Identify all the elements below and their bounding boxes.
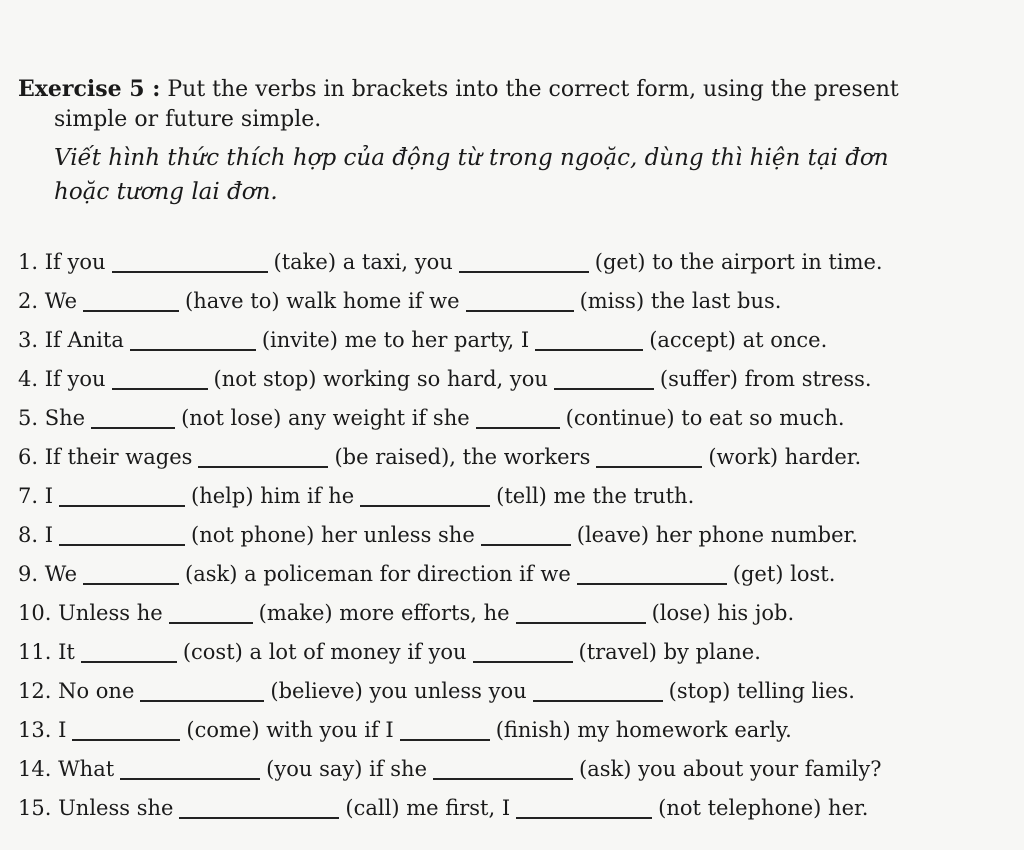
exercise-item-4	[18, 361, 872, 397]
item-number: 14.	[18, 757, 52, 781]
answer-blank-6a[interactable]	[198, 444, 328, 468]
item-part-a: I	[44, 523, 54, 547]
item-part-b: (invite) me to her party, I	[261, 328, 530, 352]
item-part-b: (not phone) her unless she	[191, 523, 475, 547]
item-part-b: (you say) if she	[266, 757, 427, 781]
item-part-c: (miss) the last bus.	[579, 289, 782, 313]
item-number: 10.	[18, 601, 52, 625]
item-number: 2.	[18, 289, 39, 313]
item-part-a: Unless she	[58, 796, 174, 820]
answer-blank-13b[interactable]	[400, 717, 490, 741]
answer-blank-7b[interactable]	[360, 483, 490, 507]
item-part-a: We	[44, 562, 78, 586]
item-part-c: (work) harder.	[708, 445, 862, 469]
exercise-item-2	[18, 283, 781, 319]
answer-blank-12a[interactable]	[140, 678, 264, 702]
exercise-item-10	[18, 595, 794, 631]
item-number: 9.	[18, 562, 39, 586]
exercise-item-11	[18, 634, 761, 670]
exercise-item-8	[18, 517, 858, 553]
answer-blank-10b[interactable]	[516, 600, 646, 624]
item-part-b: (not lose) any weight if she	[181, 406, 470, 430]
item-number: 13.	[18, 718, 52, 742]
answer-blank-8b[interactable]	[481, 522, 571, 546]
answer-blank-14a[interactable]	[120, 756, 260, 780]
item-number: 3.	[18, 328, 39, 352]
item-part-a: I	[58, 718, 67, 742]
exercise-item-5	[18, 400, 845, 436]
instruction-vietnamese	[18, 141, 1010, 209]
item-part-a: I	[44, 484, 54, 508]
exercise-header	[18, 74, 1010, 209]
item-part-a: It	[58, 640, 75, 664]
item-part-c: (suffer) from stress.	[659, 367, 872, 391]
item-number: 15.	[18, 796, 52, 820]
item-part-c: (lose) his job.	[651, 601, 795, 625]
answer-blank-9b[interactable]	[577, 561, 727, 585]
instruction-en-line2: simple or future simple.	[54, 107, 322, 132]
exercise-item-1	[18, 244, 883, 280]
exercise-item-9	[18, 556, 835, 592]
item-part-c: (accept) at once.	[649, 328, 828, 352]
item-part-a: If Anita	[44, 328, 124, 352]
answer-blank-2b[interactable]	[466, 288, 574, 312]
item-part-c: (not telephone) her.	[658, 796, 869, 820]
answer-blank-12b[interactable]	[533, 678, 663, 702]
answer-blank-5b[interactable]	[476, 405, 560, 429]
answer-blank-3a[interactable]	[130, 327, 256, 351]
item-number: 11.	[18, 640, 52, 664]
exercise-item-7	[18, 478, 694, 514]
item-number: 5.	[18, 406, 39, 430]
answer-blank-10a[interactable]	[169, 600, 253, 624]
item-part-b: (make) more efforts, he	[258, 601, 510, 625]
instruction-english	[18, 74, 1010, 105]
item-number: 8.	[18, 523, 39, 547]
item-number: 6.	[18, 445, 39, 469]
item-part-c: (leave) her phone number.	[576, 523, 858, 547]
answer-blank-11b[interactable]	[473, 639, 573, 663]
exercise-label: Exercise 5 :	[18, 76, 161, 102]
item-part-b: (come) with you if I	[186, 718, 394, 742]
item-number: 1.	[18, 250, 39, 274]
item-number: 7.	[18, 484, 39, 508]
answer-blank-3b[interactable]	[535, 327, 643, 351]
item-number: 12.	[18, 679, 52, 703]
item-part-c: (finish) my homework early.	[495, 718, 792, 742]
answer-blank-5a[interactable]	[91, 405, 175, 429]
item-part-b: (be raised), the workers	[334, 445, 591, 469]
exercise-item-3	[18, 322, 827, 358]
answer-blank-15b[interactable]	[516, 795, 652, 819]
item-part-b: (have to) walk home if we	[185, 289, 460, 313]
exercise-item-12	[18, 673, 855, 709]
item-part-b: (cost) a lot of money if you	[182, 640, 467, 664]
item-part-c: (ask) you about your family?	[579, 757, 882, 781]
instruction-en-line1: Put the verbs in brackets into the correct form, using the present	[167, 77, 899, 102]
answer-blank-6b[interactable]	[596, 444, 702, 468]
item-part-a: No one	[58, 679, 135, 703]
item-part-a: If their wages	[44, 445, 193, 469]
exercise-item-13	[18, 712, 792, 748]
item-part-c: (continue) to eat so much.	[565, 406, 845, 430]
answer-blank-4b[interactable]	[554, 366, 654, 390]
instruction-vi-line1: Viết hình thức thích hợp của động từ trong ngoặc, dùng thì hiện tại đơn	[54, 145, 889, 171]
answer-blank-2a[interactable]	[83, 288, 179, 312]
item-part-a: She	[44, 406, 86, 430]
item-part-b: (ask) a policeman for direction if we	[185, 562, 571, 586]
item-part-c: (tell) me the truth.	[496, 484, 695, 508]
item-part-c: (get) lost.	[732, 562, 836, 586]
item-part-b: (help) him if he	[191, 484, 355, 508]
item-part-b: (believe) you unless you	[270, 679, 527, 703]
instruction-vi-line2: hoặc tương lai đơn.	[54, 179, 278, 205]
answer-blank-13a[interactable]	[72, 717, 180, 741]
exercise-item-14	[18, 751, 882, 787]
answer-blank-15a[interactable]	[179, 795, 339, 819]
item-part-b: (take) a taxi, you	[273, 250, 453, 274]
answer-blank-1b[interactable]	[459, 249, 589, 273]
item-part-a: What	[58, 757, 115, 781]
answer-blank-7a[interactable]	[59, 483, 185, 507]
answer-blank-11a[interactable]	[81, 639, 177, 663]
answer-blank-4a[interactable]	[112, 366, 208, 390]
answer-blank-8a[interactable]	[59, 522, 185, 546]
exercise-item-6	[18, 439, 861, 475]
item-part-a: Unless he	[58, 601, 163, 625]
item-part-b: (call) me first, I	[345, 796, 511, 820]
item-part-a: If you	[44, 250, 106, 274]
item-part-b: (not stop) working so hard, you	[213, 367, 548, 391]
item-part-c: (travel) by plane.	[578, 640, 761, 664]
item-part-c: (stop) telling lies.	[668, 679, 855, 703]
item-part-a: We	[44, 289, 78, 313]
answer-blank-9a[interactable]	[83, 561, 179, 585]
answer-blank-1a[interactable]	[112, 249, 268, 273]
exercise-item-15	[18, 790, 868, 826]
item-part-a: If you	[44, 367, 106, 391]
item-number: 4.	[18, 367, 39, 391]
item-part-c: (get) to the airport in time.	[594, 250, 883, 274]
answer-blank-14b[interactable]	[433, 756, 573, 780]
